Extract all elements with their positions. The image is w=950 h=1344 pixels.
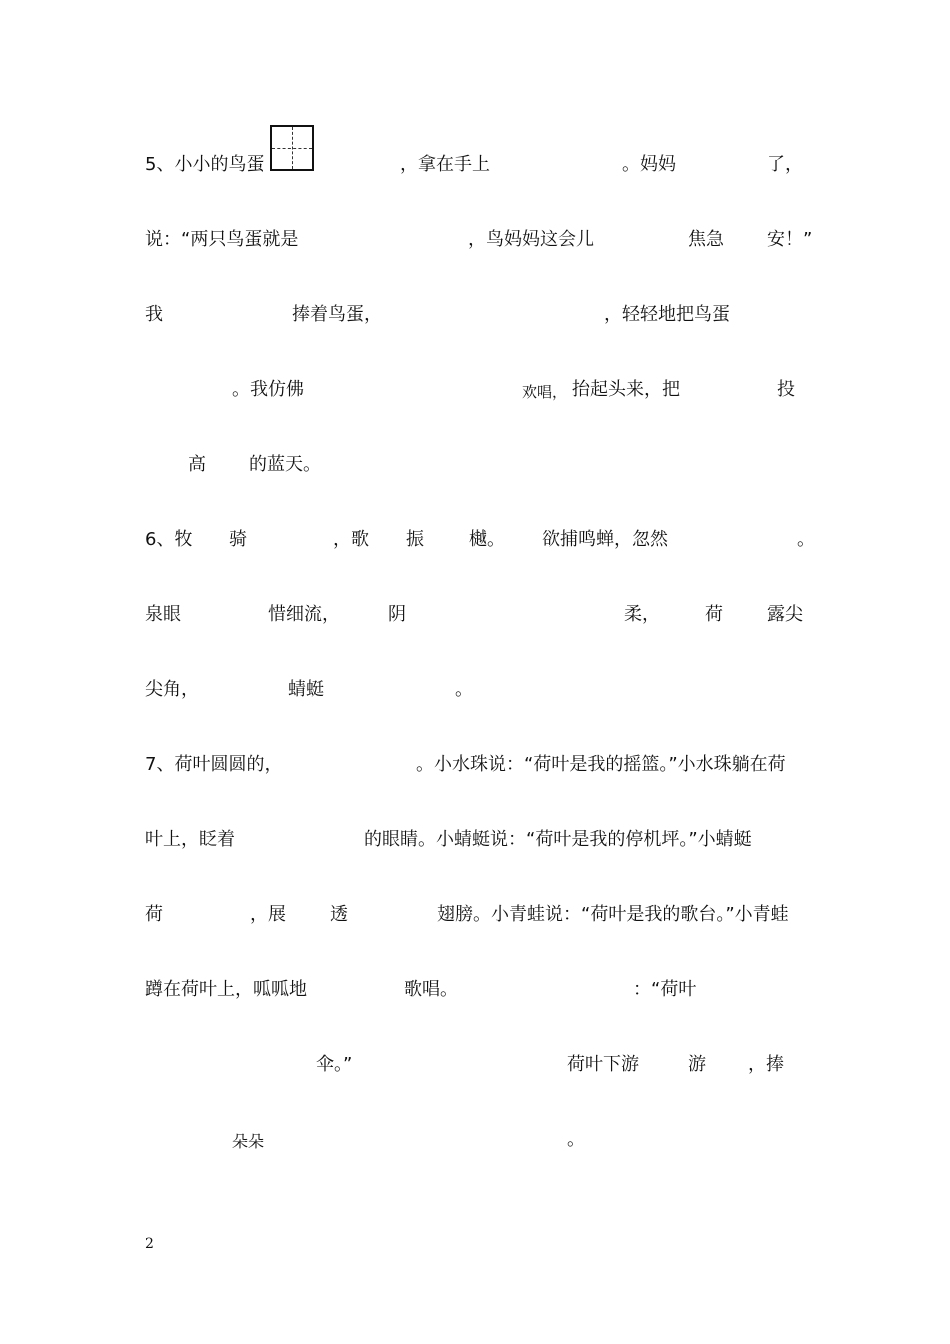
- line9-b: 。小水珠说：“荷叶是我的摇篮。”小水珠躺在荷: [416, 754, 786, 775]
- line13-b: 荷叶下游: [567, 1054, 639, 1075]
- line12-a: 蹲在荷叶上，呱呱地: [145, 979, 307, 1000]
- line10-b: 的眼睛。小蜻蜓说：“荷叶是我的停机坪。”小蜻蜓: [364, 829, 752, 850]
- line7-a: 泉眼: [145, 604, 181, 625]
- line14-b: 。: [567, 1129, 585, 1150]
- line1-d: 了，: [767, 154, 803, 175]
- line1-a: 5、小小的鸟蛋: [145, 154, 265, 175]
- line12-b: 歌唱。: [404, 979, 458, 1000]
- line7-f: 露尖: [767, 604, 803, 625]
- line2-d: 安！”: [767, 229, 813, 250]
- line6-g: 。: [797, 529, 815, 550]
- line11-b: ，展: [250, 904, 286, 925]
- line7-b: 惜细流，: [268, 604, 340, 625]
- line14-a: 朵朵: [232, 1132, 265, 1151]
- line2-a: 说：“两只鸟蛋就是: [145, 229, 299, 250]
- line7-e: 荷: [705, 604, 723, 625]
- line3-b: 捧着鸟蛋，: [292, 304, 382, 325]
- line2-c: 焦急: [688, 229, 724, 250]
- line11-d: 翅膀。小青蛙说：“荷叶是我的歌台。”小青蛙: [437, 904, 789, 925]
- line1-c: 。妈妈: [622, 154, 676, 175]
- line9-a: 7、荷叶圆圆的，: [145, 754, 283, 775]
- line13-d: ，捧: [748, 1054, 784, 1075]
- line4-b: 欢唱，: [522, 383, 568, 401]
- line4-c: 抬起头来，把: [572, 379, 680, 400]
- line11-a: 荷: [145, 904, 163, 925]
- line7-d: 柔，: [624, 604, 660, 625]
- line3-a: 我: [145, 304, 163, 325]
- page-number: 2: [145, 1236, 154, 1252]
- line8-c: 。: [455, 679, 473, 700]
- line6-d: 振: [406, 529, 424, 550]
- line2-b: ，鸟妈妈这会儿: [468, 229, 594, 250]
- line1-b: ，拿在手上: [400, 154, 490, 175]
- line6-a: 6、牧: [145, 529, 193, 550]
- line4-a: 。我仿佛: [232, 379, 304, 400]
- line7-c: 阴: [388, 604, 406, 625]
- line13-a: 伞。”: [316, 1054, 353, 1075]
- line13-c: 游: [688, 1054, 706, 1075]
- line12-c: ：“荷叶: [633, 979, 697, 1000]
- line10-a: 叶上，眨着: [145, 829, 235, 850]
- line6-f: 欲捕鸣蝉，忽然: [542, 529, 668, 550]
- line6-e: 樾。: [469, 529, 505, 550]
- line6-b: 骑: [229, 529, 247, 550]
- line8-a: 尖角，: [145, 679, 199, 700]
- line11-c: 透: [330, 904, 348, 925]
- line8-b: 蜻蜓: [288, 679, 324, 700]
- line5-a: 高: [188, 454, 206, 475]
- tianzi-box: [270, 125, 314, 171]
- line6-c: ，歌: [333, 529, 369, 550]
- line5-b: 的蓝天。: [249, 454, 321, 475]
- line3-c: ，轻轻地把鸟蛋: [604, 304, 730, 325]
- line4-d: 投: [777, 379, 795, 400]
